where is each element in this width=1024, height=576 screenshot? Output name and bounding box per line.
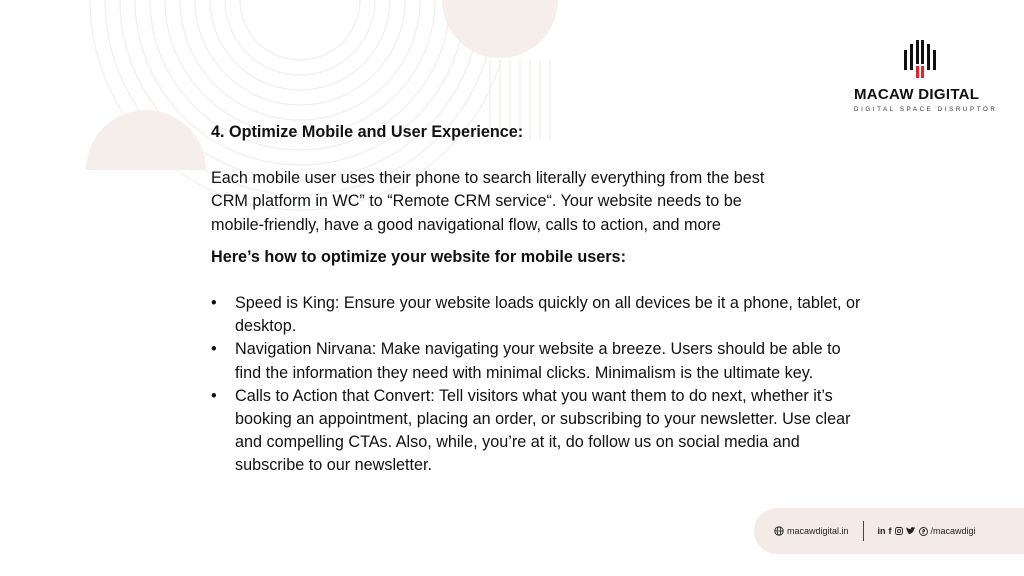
website-link[interactable]	[774, 526, 849, 536]
brand-tagline: DIGITAL SPACE DISRUPTOR	[854, 106, 998, 113]
list-item: • Calls to Action that Convert: Tell visitors what you want them to do next, whether it’s booking an appointment, placing an order, or subscribing to your newsletter. Use clear and compelling CTAs. Also, while, you’re at it, do follow us on social media and subscribe to our newsletter.	[211, 385, 871, 478]
social-links	[878, 526, 976, 536]
globe-icon	[774, 526, 784, 536]
instagram-icon[interactable]	[895, 527, 903, 535]
footer-contact-bar	[754, 508, 1024, 554]
list-item: • Navigation Nirvana: Make navigating your website a breeze. Users should be able to find the information they need with minimal clicks. Minimalism is the ultimate key.	[211, 338, 871, 384]
twitter-icon[interactable]	[906, 527, 916, 535]
footer-divider	[863, 521, 864, 541]
pinterest-icon[interactable]	[919, 527, 928, 536]
tips-list	[211, 292, 871, 478]
section-subheading: Here’s how to optimize your website for mobile users:	[211, 247, 626, 266]
website-text: macawdigital.in	[787, 526, 849, 536]
section-heading: 4. Optimize Mobile and User Experience:	[211, 123, 524, 141]
main-content	[211, 121, 871, 478]
brand-name: MACAW DIGITAL	[854, 86, 980, 103]
brand-logo	[852, 38, 998, 113]
facebook-icon[interactable]: f	[888, 526, 892, 536]
linkedin-icon[interactable]: in	[877, 526, 886, 536]
top-circle-decoration	[442, 0, 558, 58]
social-handle[interactable]: /macawdigi	[930, 526, 976, 536]
macaw-logo-icon	[902, 38, 938, 80]
left-half-circle-decoration	[86, 110, 206, 170]
list-item: • Speed is King: Ensure your website loads quickly on all devices be it a phone, tablet, or desktop.	[211, 292, 871, 338]
intro-paragraph: Each mobile user uses their phone to search literally everything from the best CRM platform in WC” to “Remote CRM service“. Your website needs to be mobile-friendly, have a good navigational flow, calls to action, and more	[211, 169, 765, 234]
